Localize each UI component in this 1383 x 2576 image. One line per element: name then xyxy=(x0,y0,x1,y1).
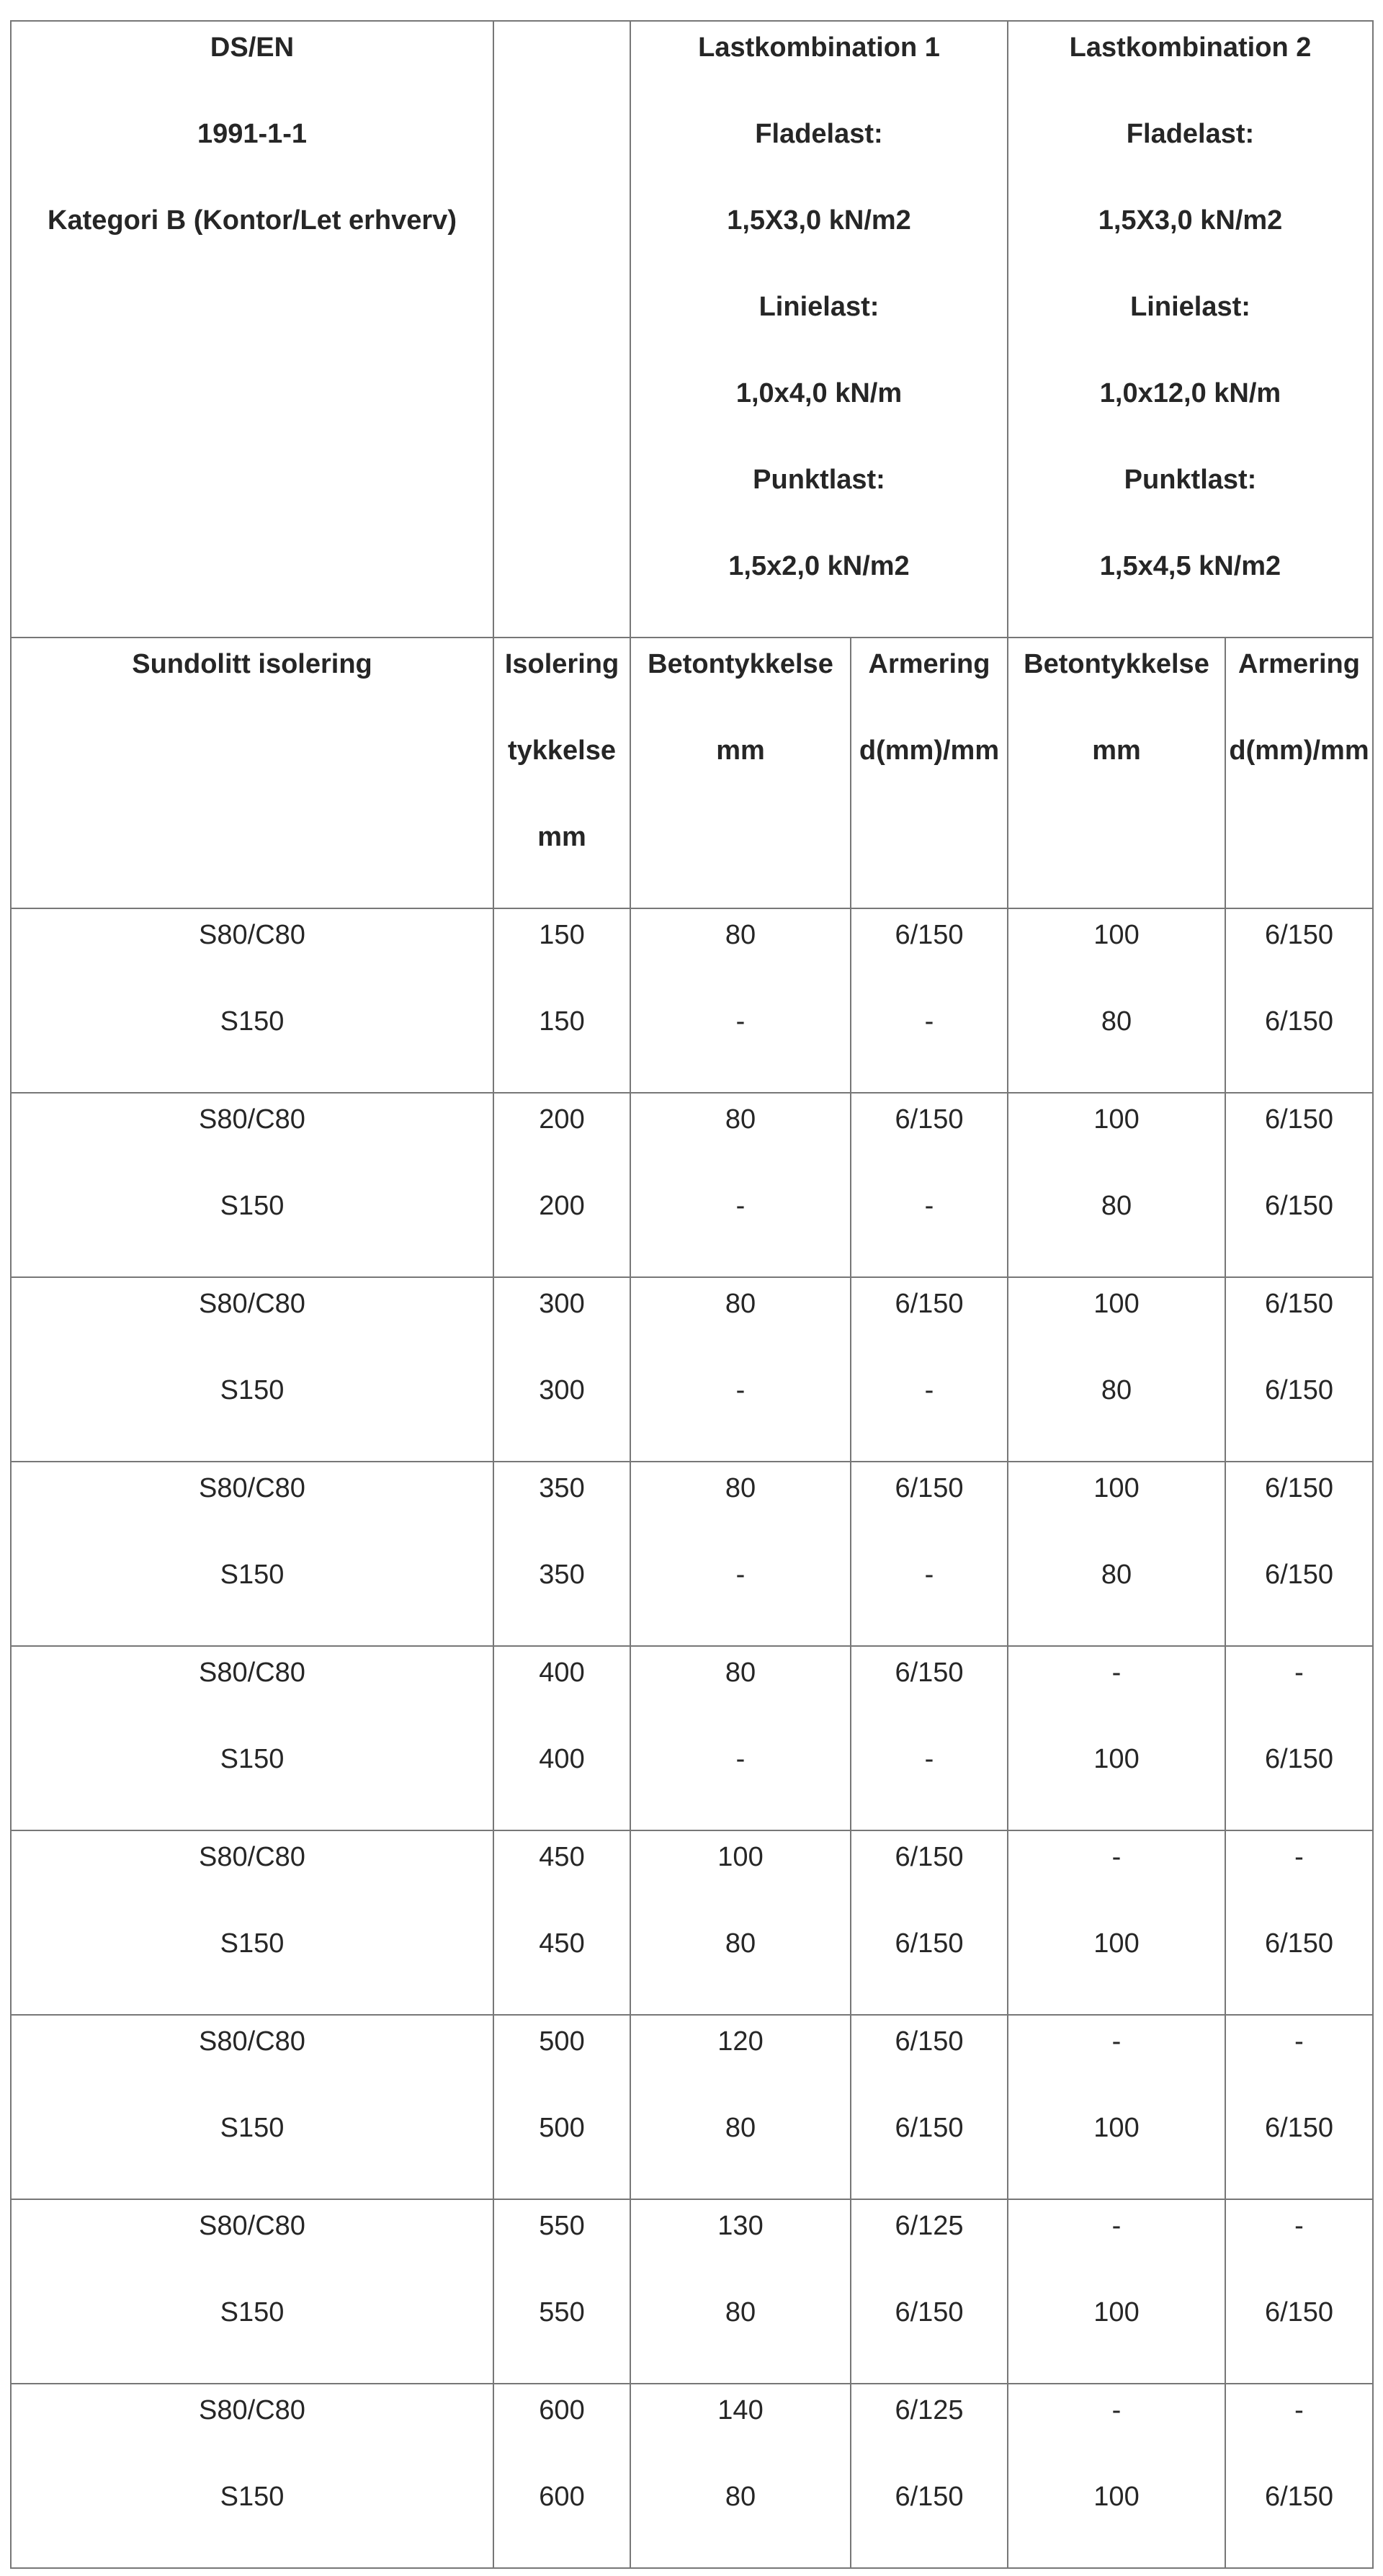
table-row xyxy=(11,2199,1373,2384)
header-rows xyxy=(11,21,1373,908)
cell-line: 300 xyxy=(539,1289,585,1319)
lastkombination-1-cell xyxy=(630,21,1008,638)
product-cell xyxy=(11,2384,493,2568)
lc1-reinforcement-cell xyxy=(851,1277,1008,1462)
cell-line: mm xyxy=(537,822,586,852)
cell-line: 6/150 xyxy=(895,2482,964,2512)
cell-line: 80 xyxy=(725,1289,756,1319)
insulation-thickness-cell xyxy=(493,1462,630,1646)
cell-line: S80/C80 xyxy=(199,2395,305,2425)
table-container xyxy=(10,20,1374,2569)
insulation-thickness-cell xyxy=(493,1093,630,1277)
lc2-concrete-thickness-cell xyxy=(1008,1277,1225,1462)
lc2-concrete-thickness-cell xyxy=(1008,2384,1225,2568)
cell-line: 6/150 xyxy=(895,1928,964,1959)
cell-line: - xyxy=(1111,2026,1122,2057)
cell-line: 100 xyxy=(1093,2297,1140,2327)
lc2-concrete-thickness-cell xyxy=(1008,2199,1225,2384)
lc1-reinforcement-cell xyxy=(851,1462,1008,1646)
table-row xyxy=(11,908,1373,1093)
cell-line: 6/150 xyxy=(1264,920,1334,950)
cell-line: 80 xyxy=(725,1928,756,1959)
cell-line: 6/150 xyxy=(1264,1006,1334,1037)
lc1-concrete-thickness-cell xyxy=(630,1277,851,1462)
column-header-product xyxy=(11,638,493,908)
cell-line: 1,5x4,5 kN/m2 xyxy=(1099,551,1281,581)
cell-line: 200 xyxy=(539,1191,585,1221)
standard-line: DS/EN xyxy=(210,32,295,63)
cell-line: S80/C80 xyxy=(199,1289,305,1319)
cell-line: 6/150 xyxy=(1264,1375,1334,1405)
cell-line: - xyxy=(735,1191,746,1221)
cell-line: - xyxy=(924,1744,934,1774)
cell-line: Armering xyxy=(1238,649,1360,679)
cell-line: - xyxy=(1294,2395,1304,2425)
cell-line: 100 xyxy=(717,1842,764,1872)
column-header-lc2-concrete xyxy=(1008,638,1225,908)
cell-line: Betontykkelse xyxy=(648,649,833,679)
cell-line: 100 xyxy=(1093,1104,1140,1135)
product-cell xyxy=(11,1093,493,1277)
insulation-thickness-cell xyxy=(493,2199,630,2384)
cell-line: 6/150 xyxy=(1264,1473,1334,1503)
column-header-row xyxy=(11,638,1373,908)
lc1-concrete-thickness-cell xyxy=(630,1093,851,1277)
cell-line: 350 xyxy=(539,1473,585,1503)
cell-line: 450 xyxy=(539,1928,585,1959)
cell-line: 6/150 xyxy=(895,1289,964,1319)
cell-line: 100 xyxy=(1093,2113,1140,2143)
lc2-concrete-thickness-cell xyxy=(1008,1830,1225,2015)
cell-line: - xyxy=(924,1006,934,1037)
cell-line: Punktlast: xyxy=(753,465,885,495)
cell-line: 6/150 xyxy=(1264,1928,1334,1959)
cell-line: 6/150 xyxy=(1264,1560,1334,1590)
insulation-thickness-cell xyxy=(493,2015,630,2199)
lc1-concrete-thickness-cell xyxy=(630,1830,851,2015)
cell-line: S150 xyxy=(220,2297,285,2327)
lc1-reinforcement-cell xyxy=(851,2384,1008,2568)
cell-line: - xyxy=(735,1744,746,1774)
cell-line: S80/C80 xyxy=(199,2211,305,2241)
lc1-concrete-thickness-cell xyxy=(630,2384,851,2568)
cell-line: 450 xyxy=(539,1842,585,1872)
cell-line: 1,0x12,0 kN/m xyxy=(1099,378,1281,408)
load-table xyxy=(10,20,1374,2569)
lc2-concrete-thickness-cell xyxy=(1008,908,1225,1093)
cell-line: 100 xyxy=(1093,1928,1140,1959)
cell-line: 550 xyxy=(539,2297,585,2327)
column-header-lc1-reinforcement xyxy=(851,638,1008,908)
table-row xyxy=(11,1093,1373,1277)
cell-line: 80 xyxy=(1101,1375,1132,1405)
cell-line: - xyxy=(735,1375,746,1405)
cell-line: - xyxy=(1294,1842,1304,1872)
cell-line: S80/C80 xyxy=(199,1658,305,1688)
cell-line: 6/125 xyxy=(895,2211,964,2241)
cell-line: 80 xyxy=(725,1658,756,1688)
cell-line: S150 xyxy=(220,1191,285,1221)
cell-line: S150 xyxy=(220,2482,285,2512)
cell-line: 80 xyxy=(725,2482,756,2512)
cell-line: 1,5X3,0 kN/m2 xyxy=(727,205,911,236)
cell-line: 6/150 xyxy=(1264,2482,1334,2512)
insulation-thickness-cell xyxy=(493,908,630,1093)
cell-line: 6/150 xyxy=(895,920,964,950)
cell-line: 6/150 xyxy=(1264,2113,1334,2143)
cell-line: 80 xyxy=(725,1473,756,1503)
cell-line: 6/150 xyxy=(895,2297,964,2327)
cell-line: 130 xyxy=(717,2211,764,2241)
cell-line: - xyxy=(1111,1658,1122,1688)
cell-line: 6/150 xyxy=(895,1658,964,1688)
cell-line: 400 xyxy=(539,1658,585,1688)
lc1-reinforcement-cell xyxy=(851,908,1008,1093)
cell-line: Sundolitt isolering xyxy=(132,649,372,679)
cell-line: 150 xyxy=(539,920,585,950)
cell-line: 6/150 xyxy=(1264,1289,1334,1319)
product-cell xyxy=(11,1462,493,1646)
cell-line: - xyxy=(735,1006,746,1037)
cell-line: Isolering xyxy=(504,649,619,679)
lc2-reinforcement-cell xyxy=(1225,1462,1373,1646)
cell-line: 120 xyxy=(717,2026,764,2057)
lc1-concrete-thickness-cell xyxy=(630,1646,851,1830)
table-row xyxy=(11,2384,1373,2568)
lc1-reinforcement-cell xyxy=(851,1646,1008,1830)
cell-line: 150 xyxy=(539,1006,585,1037)
cell-line: 600 xyxy=(539,2482,585,2512)
cell-line: 6/150 xyxy=(895,2113,964,2143)
lc2-concrete-thickness-cell xyxy=(1008,1646,1225,1830)
column-header-lc1-concrete xyxy=(630,638,851,908)
cell-line: 80 xyxy=(725,2297,756,2327)
cell-line: 6/150 xyxy=(1264,1104,1334,1135)
lc2-reinforcement-cell xyxy=(1225,2384,1373,2568)
lc2-reinforcement-cell xyxy=(1225,1830,1373,2015)
lastkombination-2-cell xyxy=(1008,21,1373,638)
cell-line: 80 xyxy=(1101,1191,1132,1221)
lc2-reinforcement-cell xyxy=(1225,908,1373,1093)
cell-line: Fladelast: xyxy=(1126,119,1255,149)
lc2-reinforcement-cell xyxy=(1225,1093,1373,1277)
table-row xyxy=(11,2015,1373,2199)
lc1-reinforcement-cell xyxy=(851,2015,1008,2199)
lc2-reinforcement-cell xyxy=(1225,1277,1373,1462)
insulation-thickness-cell xyxy=(493,1646,630,1830)
lc1-concrete-thickness-cell xyxy=(630,2199,851,2384)
cell-line: - xyxy=(1111,1842,1122,1872)
lc1-concrete-thickness-cell xyxy=(630,908,851,1093)
product-cell xyxy=(11,2015,493,2199)
cell-line: S80/C80 xyxy=(199,920,305,950)
standard-line: 1991-1-1 xyxy=(197,119,308,149)
cell-line: 100 xyxy=(1093,1473,1140,1503)
cell-line: 6/150 xyxy=(895,1104,964,1135)
data-rows xyxy=(11,908,1373,2568)
standard-header-cell xyxy=(11,21,493,638)
cell-line: 300 xyxy=(539,1375,585,1405)
table-row xyxy=(11,1277,1373,1462)
cell-line: mm xyxy=(716,735,765,766)
cell-line: S80/C80 xyxy=(199,2026,305,2057)
cell-line: Punktlast: xyxy=(1124,465,1257,495)
spacer-cell xyxy=(493,21,630,638)
lc1-reinforcement-cell xyxy=(851,2199,1008,2384)
cell-line: - xyxy=(924,1375,934,1405)
cell-line: 6/150 xyxy=(895,2026,964,2057)
cell-line: 140 xyxy=(717,2395,764,2425)
cell-line: 6/150 xyxy=(895,1473,964,1503)
product-cell xyxy=(11,908,493,1093)
lc1-reinforcement-cell xyxy=(851,1830,1008,2015)
cell-line: 500 xyxy=(539,2026,585,2057)
cell-line: Lastkombination 1 xyxy=(698,32,940,63)
insulation-thickness-cell xyxy=(493,1277,630,1462)
cell-line: S80/C80 xyxy=(199,1842,305,1872)
cell-line: S150 xyxy=(220,2113,285,2143)
cell-line: d(mm)/mm xyxy=(1229,735,1369,766)
table-row xyxy=(11,1462,1373,1646)
cell-line: 80 xyxy=(725,2113,756,2143)
table-row xyxy=(11,1830,1373,2015)
cell-line: 100 xyxy=(1093,1744,1140,1774)
cell-line: 80 xyxy=(725,1104,756,1135)
cell-line: 1,5x2,0 kN/m2 xyxy=(728,551,910,581)
cell-line: Armering xyxy=(868,649,990,679)
lc1-concrete-thickness-cell xyxy=(630,1462,851,1646)
table-row xyxy=(11,1646,1373,1830)
cell-line: mm xyxy=(1092,735,1141,766)
lc2-reinforcement-cell xyxy=(1225,2015,1373,2199)
standard-line: Kategori B (Kontor/Let erhverv) xyxy=(48,205,457,236)
cell-line: 6/150 xyxy=(1264,2297,1334,2327)
cell-line: 80 xyxy=(725,920,756,950)
cell-line: 1,5X3,0 kN/m2 xyxy=(1098,205,1283,236)
cell-line: Linielast: xyxy=(758,292,880,322)
cell-line: 200 xyxy=(539,1104,585,1135)
cell-line: Betontykkelse xyxy=(1024,649,1209,679)
lc1-concrete-thickness-cell xyxy=(630,2015,851,2199)
cell-line: - xyxy=(735,1560,746,1590)
column-header-insulation-thickness xyxy=(493,638,630,908)
cell-line: 100 xyxy=(1093,2482,1140,2512)
cell-line: 1,0x4,0 kN/m xyxy=(735,378,903,408)
cell-line: - xyxy=(1111,2395,1122,2425)
cell-line: - xyxy=(1294,2026,1304,2057)
cell-line: S150 xyxy=(220,1560,285,1590)
cell-line: 80 xyxy=(1101,1560,1132,1590)
cell-line: Fladelast: xyxy=(755,119,883,149)
lc2-concrete-thickness-cell xyxy=(1008,1093,1225,1277)
cell-line: 100 xyxy=(1093,1289,1140,1319)
cell-line: 6/150 xyxy=(1264,1744,1334,1774)
product-cell xyxy=(11,1646,493,1830)
lc2-reinforcement-cell xyxy=(1225,1646,1373,1830)
lc2-concrete-thickness-cell xyxy=(1008,1462,1225,1646)
lc2-reinforcement-cell xyxy=(1225,2199,1373,2384)
cell-line: S150 xyxy=(220,1744,285,1774)
cell-line: 400 xyxy=(539,1744,585,1774)
lc1-reinforcement-cell xyxy=(851,1093,1008,1277)
cell-line: S150 xyxy=(220,1928,285,1959)
cell-line: - xyxy=(924,1191,934,1221)
cell-line: S150 xyxy=(220,1375,285,1405)
column-header-lc2-reinforcement xyxy=(1225,638,1373,908)
product-cell xyxy=(11,1277,493,1462)
cell-line: 6/150 xyxy=(1264,1191,1334,1221)
cell-line: tykkelse xyxy=(507,735,616,766)
insulation-thickness-cell xyxy=(493,1830,630,2015)
product-cell xyxy=(11,1830,493,2015)
lc2-concrete-thickness-cell xyxy=(1008,2015,1225,2199)
cell-line: 6/125 xyxy=(895,2395,964,2425)
cell-line: S80/C80 xyxy=(199,1473,305,1503)
cell-line: 80 xyxy=(1101,1006,1132,1037)
cell-line: S80/C80 xyxy=(199,1104,305,1135)
cell-line: 100 xyxy=(1093,920,1140,950)
product-cell xyxy=(11,2199,493,2384)
cell-line: 550 xyxy=(539,2211,585,2241)
cell-line: 500 xyxy=(539,2113,585,2143)
cell-line: - xyxy=(924,1560,934,1590)
cell-line: 350 xyxy=(539,1560,585,1590)
cell-line: - xyxy=(1294,1658,1304,1688)
cell-line: d(mm)/mm xyxy=(859,735,1000,766)
cell-line: 600 xyxy=(539,2395,585,2425)
cell-line: - xyxy=(1111,2211,1122,2241)
cell-line: - xyxy=(1294,2211,1304,2241)
cell-line: S150 xyxy=(220,1006,285,1037)
cell-line: Lastkombination 2 xyxy=(1069,32,1312,63)
cell-line: 6/150 xyxy=(895,1842,964,1872)
load-combination-header-row xyxy=(11,21,1373,638)
cell-line: Linielast: xyxy=(1130,292,1250,322)
insulation-thickness-cell xyxy=(493,2384,630,2568)
